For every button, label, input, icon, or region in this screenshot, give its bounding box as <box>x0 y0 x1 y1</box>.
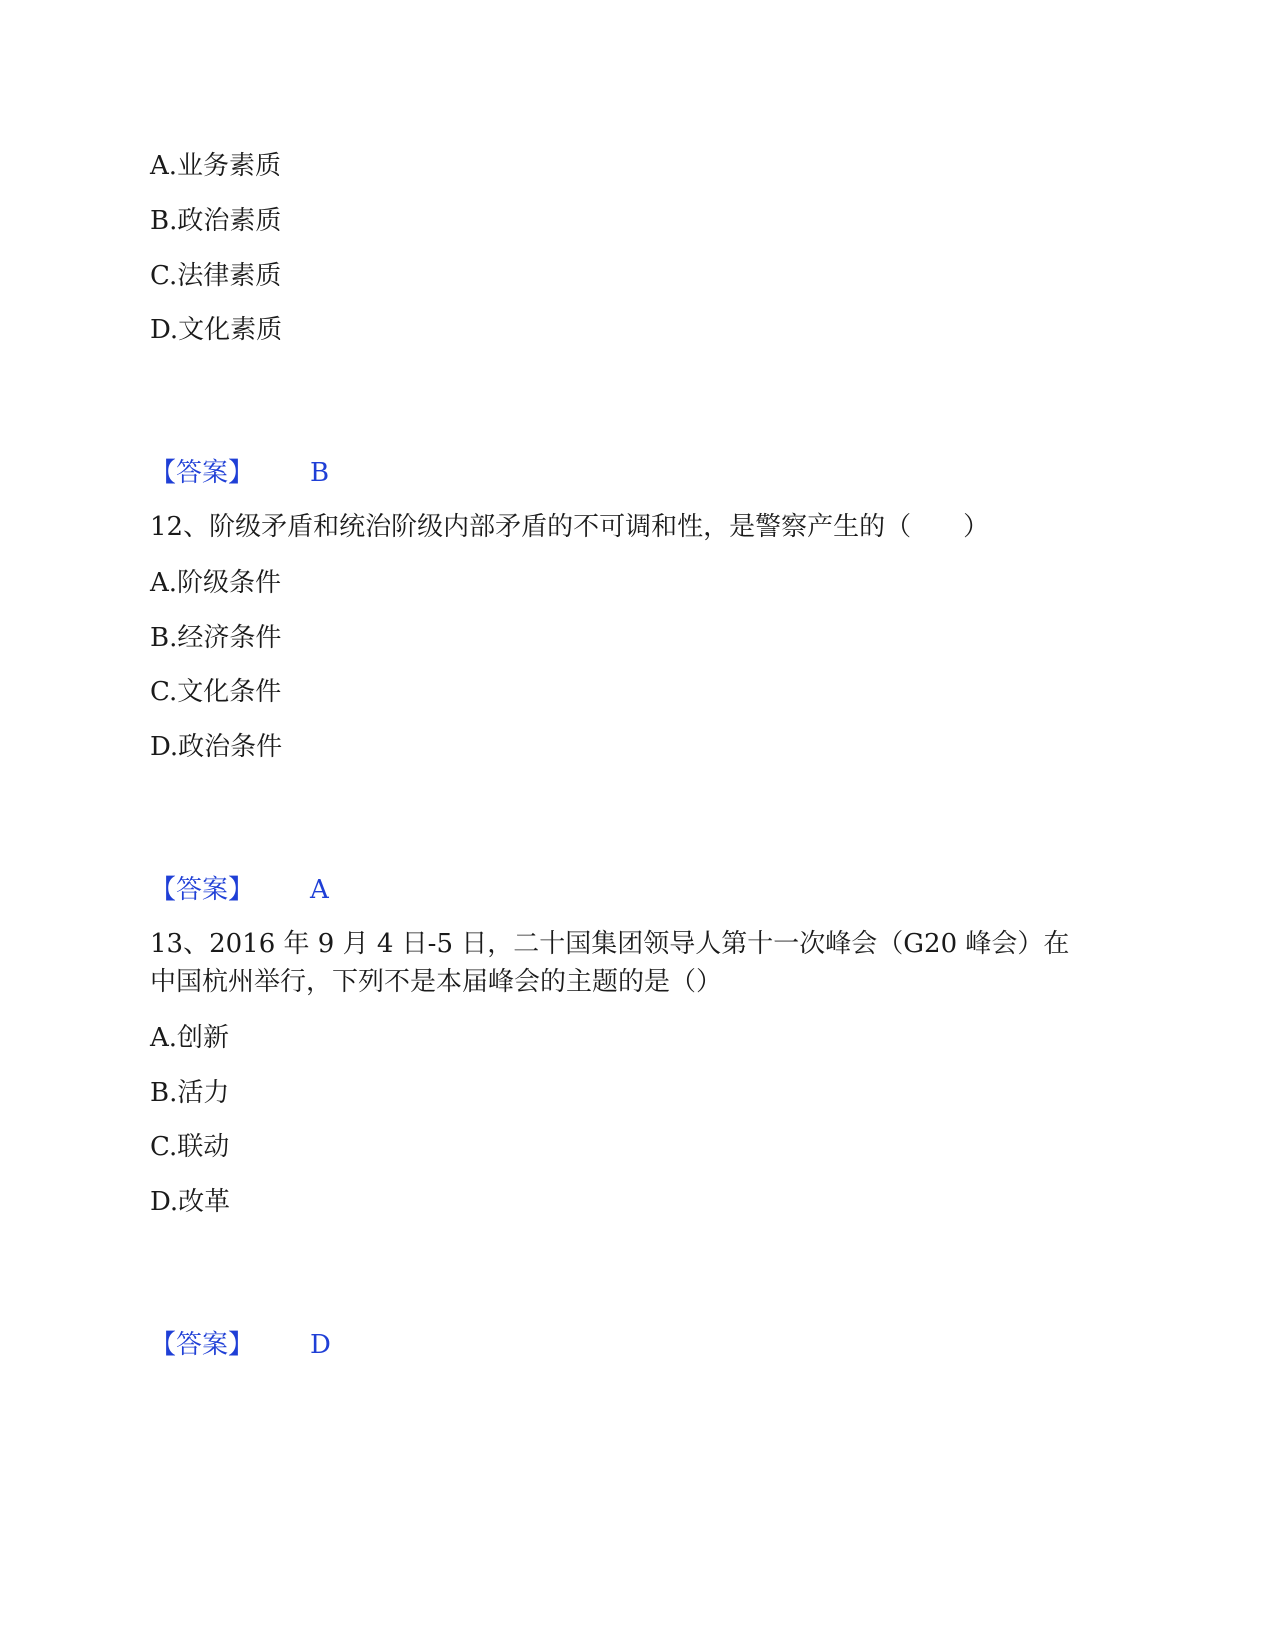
answer-value: B <box>310 458 330 488</box>
q12-answer <box>150 873 329 907</box>
q11-option-c: C.法律素质 <box>150 261 282 291</box>
q13-stem-line-1: 13、2016 年 9 月 4 日-5 日，二十国集团领导人第十一次峰会（G20 峰会）在 <box>150 929 1070 959</box>
answer-label: 【答案】 <box>150 1330 255 1360</box>
answer-value: D <box>310 1330 331 1360</box>
q11-option-d: D.文化素质 <box>150 315 283 345</box>
q12-option-a: A.阶级条件 <box>150 568 282 598</box>
answer-value: A <box>310 875 329 905</box>
q12-stem: 12、阶级矛盾和统治阶级内部矛盾的不可调和性，是警察产生的（ ） <box>150 512 990 542</box>
q12-option-b: B.经济条件 <box>150 623 282 653</box>
answer-label: 【答案】 <box>150 875 255 905</box>
answer-label: 【答案】 <box>150 458 255 488</box>
q11-option-b: B.政治素质 <box>150 206 282 236</box>
q13-stem-line-2: 中国杭州举行，下列不是本届峰会的主题的是（） <box>150 967 723 997</box>
q12-option-c: C.文化条件 <box>150 677 282 707</box>
q11-answer <box>150 456 329 490</box>
q13-option-a: A.创新 <box>150 1023 230 1053</box>
q13-option-c: C.联动 <box>150 1132 230 1162</box>
q13-answer <box>150 1328 331 1362</box>
q11-option-a: A.业务素质 <box>150 151 282 181</box>
q12-option-d: D.政治条件 <box>150 732 283 762</box>
q13-option-b: B.活力 <box>150 1078 230 1108</box>
q13-option-d: D.改革 <box>150 1187 231 1217</box>
